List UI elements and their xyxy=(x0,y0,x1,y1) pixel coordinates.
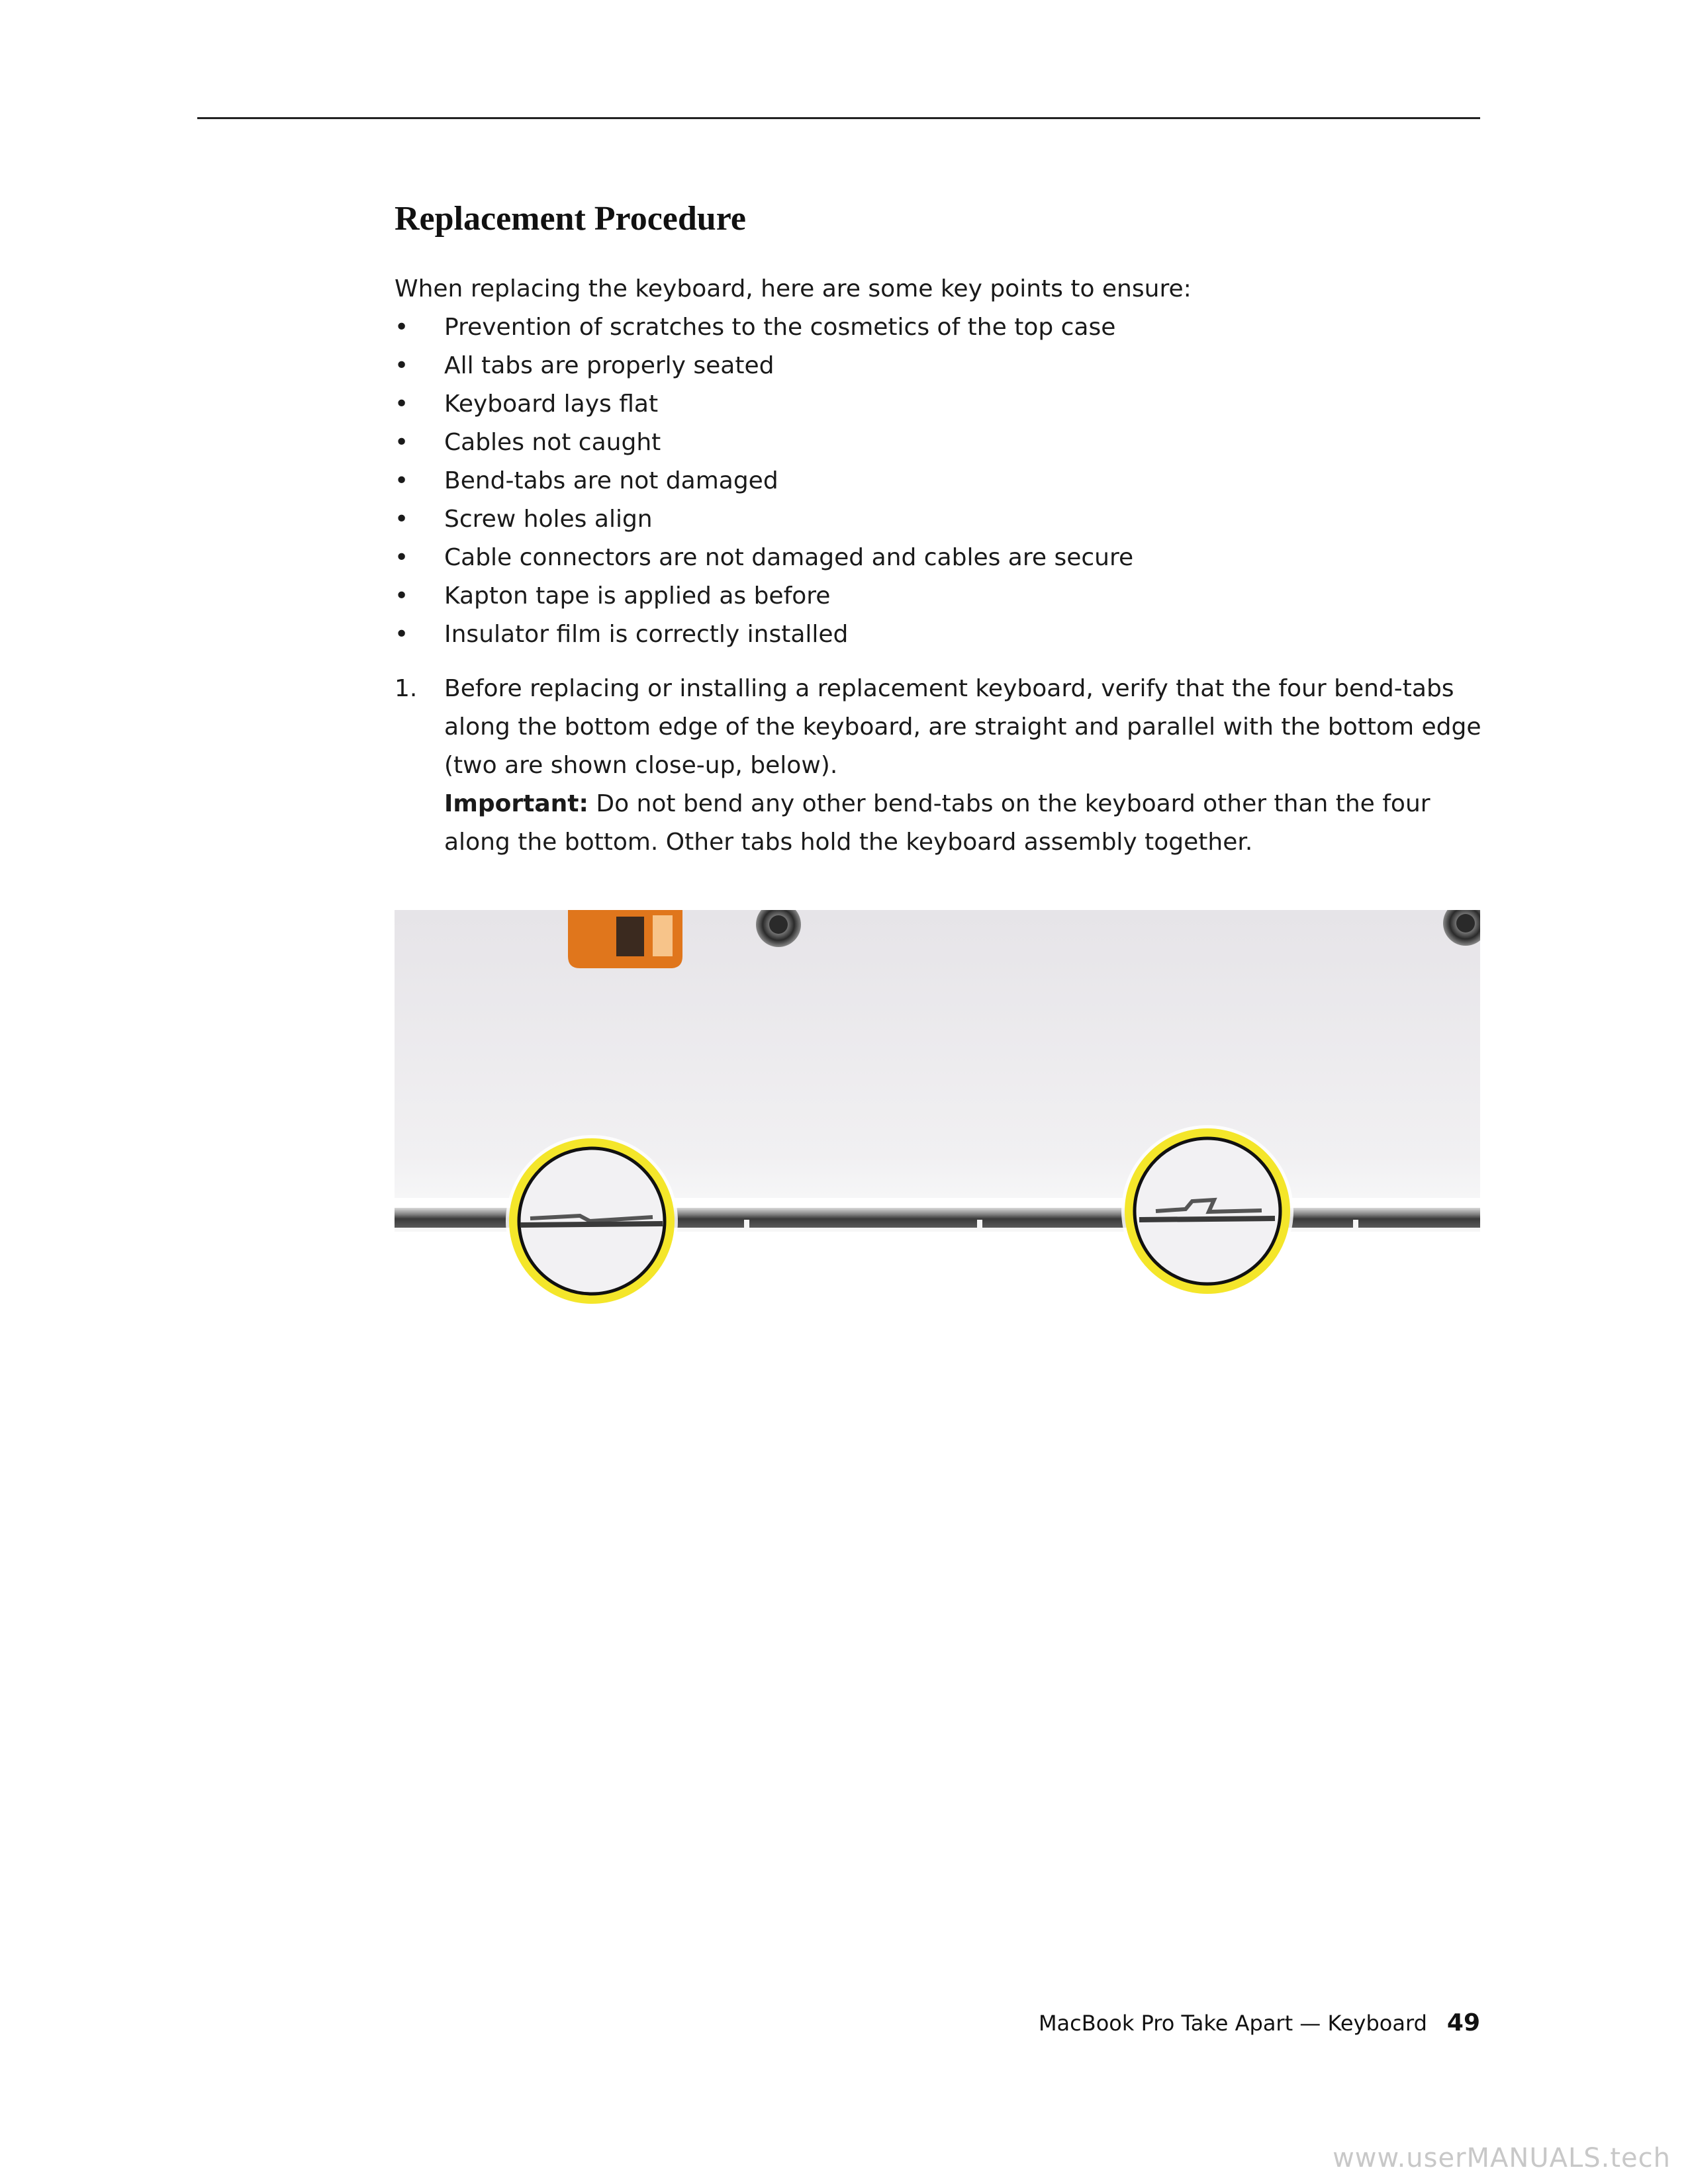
keyboard-bend-tabs-photo xyxy=(395,910,1480,1307)
key-point-text: Prevention of scratches to the cosmetics of the top case xyxy=(444,314,1116,341)
bullet-icon: • xyxy=(395,467,409,495)
key-point-text: Insulator film is correctly installed xyxy=(444,621,849,649)
step-number: 1. xyxy=(395,675,418,703)
footer-title: MacBook Pro Take Apart — Keyboard xyxy=(1038,2011,1427,2036)
key-point-text: Cable connectors are not damaged and cables are secure xyxy=(444,544,1134,572)
highlight-ring-right xyxy=(1121,1125,1293,1297)
top-rule xyxy=(197,117,1480,119)
key-point-text: Screw holes align xyxy=(444,506,653,533)
watermark: www.userMANUALS.tech xyxy=(1333,2143,1671,2173)
page-footer xyxy=(1039,2009,1480,2036)
bullet-icon: • xyxy=(395,429,409,457)
key-point-text: All tabs are properly seated xyxy=(444,352,774,380)
page-heading: Replacement Procedure xyxy=(395,200,746,238)
main-content xyxy=(395,199,1487,862)
key-point-text: Bend-tabs are not damaged xyxy=(444,467,778,495)
important-note xyxy=(444,785,1487,862)
key-point-item xyxy=(395,577,1487,615)
key-point-item xyxy=(395,424,1487,462)
keyboard-photo-svg xyxy=(395,910,1480,1307)
step-text: Before replacing or installing a replacement keyboard, verify that the four bend-tabs along the bottom edge of the keyboard, are straight and parallel with the bottom edge (two are shown close-up, below). xyxy=(444,675,1481,780)
step-1 xyxy=(395,670,1487,862)
key-point-item xyxy=(395,462,1487,500)
bullet-icon: • xyxy=(395,621,409,649)
bullet-icon: • xyxy=(395,506,409,533)
intro-text: When replacing the keyboard, here are some key points to ensure: xyxy=(395,275,1192,303)
key-point-text: Cables not caught xyxy=(444,429,661,457)
bullet-icon: • xyxy=(395,582,409,610)
bullet-icon: • xyxy=(395,352,409,380)
key-point-item xyxy=(395,347,1487,385)
key-point-item xyxy=(395,385,1487,424)
important-label: Important: xyxy=(444,790,588,818)
key-point-item xyxy=(395,308,1487,347)
bullet-icon: • xyxy=(395,544,409,572)
key-point-item xyxy=(395,500,1487,539)
important-text: Do not bend any other bend-tabs on the keyboard other than the four along the bottom. Other tabs hold the keyboard assembly together. xyxy=(444,790,1430,856)
highlight-ring-left xyxy=(506,1135,678,1307)
bullet-icon: • xyxy=(395,390,409,418)
page-number: 49 xyxy=(1446,2009,1480,2036)
orange-tape-tab xyxy=(568,910,682,968)
key-point-item xyxy=(395,539,1487,577)
key-point-text: Kapton tape is applied as before xyxy=(444,582,831,610)
key-point-text: Keyboard lays flat xyxy=(444,390,659,418)
key-point-item xyxy=(395,615,1487,654)
key-points-list xyxy=(395,308,1487,654)
bullet-icon: • xyxy=(395,314,409,341)
